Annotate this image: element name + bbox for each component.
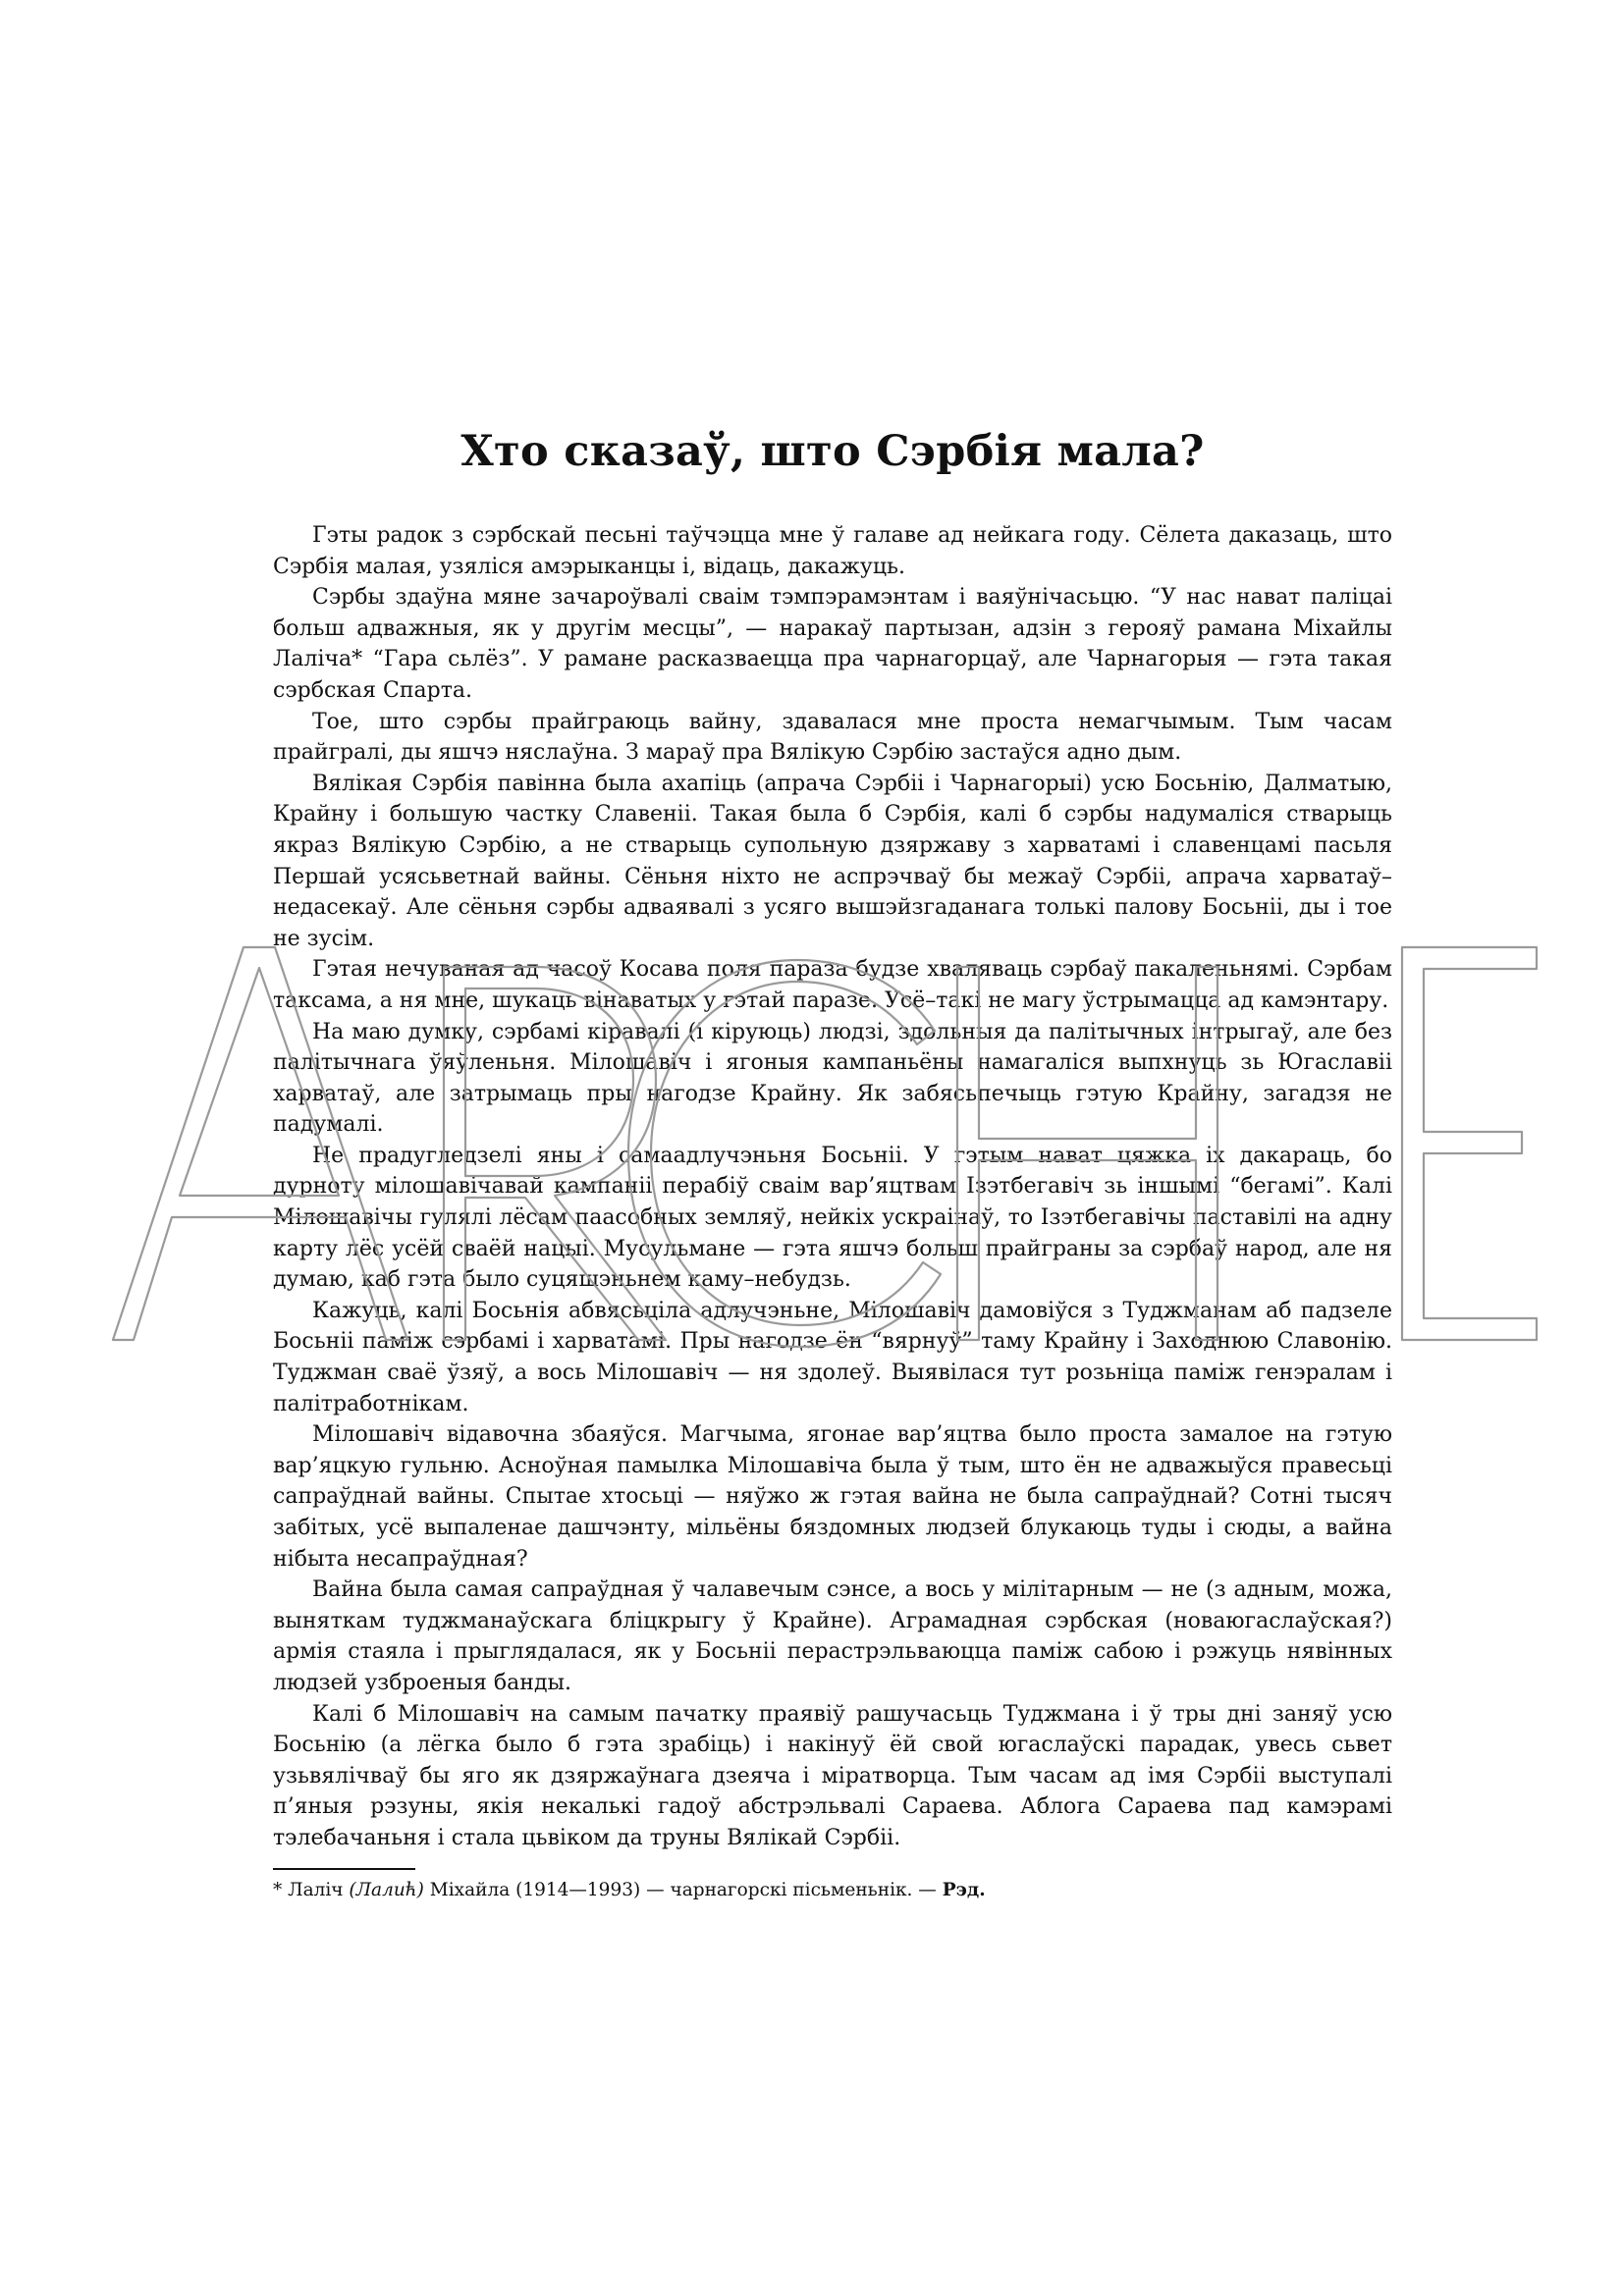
paragraph: Кажуць, калі Босьнія абвясьціла адлучэньне, Мілошавіч дамовіўся з Туджманам аб падзеле Босьніі паміж сэрбамі і харватамі. Пры нагодзе ён “вярнуў” таму Крайну і Заходнюю Славонію. Туджман сваё ўзяў, а вось Мілошавіч — ня здолеў. Выявілася тут розьніца паміж генэралам і палітработнікам. (273, 1298, 1392, 1416)
paragraph: Вялікая Сэрбія павінна была ахапіць (апрача Сэрбіі і Чарнагорыі) усю Босьнію, Далматыю, Крайну і большую частку Славеніі. Такая была б Сэрбія, калі б сэрбы надумаліся стварыць якраз Вялікую Сэрбію, а не стварыць супольную дзяржаву з харватамі і славенцамі пасьля Першай усясьветнай вайны. Сёньня ніхто не аспрэчваў бы межаў Сэрбіі, апрача харватаў–недасекаў. Але сёньня сэрбы адваявалі з усяго вышэйзгаданага толькі палову Босьніі, ды і тое не зусім. (273, 771, 1392, 951)
paragraph: Гэты радок з сэрбскай песьні таўчэцца мне ў галаве ад нейкага году. Сёлета даказаць, што Сэрбія малая, узяліся амэрыканцы і, відаць, дакажуць. (273, 523, 1392, 579)
footnote-divider (273, 1868, 415, 1870)
paragraph: Мілошавіч відавочна збаяўся. Магчыма, ягонае вар’яцтва было проста замалое на гэтую вар’яцкую гульню. Асноўная памылка Мілошавіча была ў тым, што ён не адважыўся правесьці сапраўднай вайны. Спытае хтосьці — няўжо ж гэтая вайна не была сапраўднай? Сотні тысяч забітых, усё выпаленае дашчэнту, мільёны бяздомных людзей блукаюць туды і сюды, а вайна нібыта несапраўдная? (273, 1422, 1392, 1572)
paragraph: Гэтая нечуваная ад часоў Косава поля параза будзе хваляваць сэрбаў пакаленьнямі. Сэрбам таксама, а ня мне, шукаць вінаватых у гэтай паразе. Усё–такі не магу ўстрымацца ад камэнтару. (273, 957, 1392, 1013)
paragraph: Вайна была самая сапраўдная ў чалавечым сэнсе, а вось у мілітарным — не (з адным, можа, выняткам туджманаўскага бліцкрыгу ў Крайне). Аграмадная сэрбская (новаюгаслаўская?) армія стаяла і прыглядалася, як у Босьніі перастрэльваюцца паміж сабою і рэжуць нявінных людзей узброеныя банды. (273, 1577, 1392, 1695)
footnote (273, 1878, 1392, 1903)
footnote-lead: * Лаліч (273, 1879, 350, 1900)
paragraph: Сэрбы здаўна мяне зачароўвалі сваім тэмпэрамэнтам і ваяўнічасьцю. “У нас нават паліцаі больш адважныя, як у другім месцы”, — наракаў партызан, адзін з герояў рамана Міхайлы Лаліча* “Гара сьлёз”. У рамане расказваецца пра чарнагорцаў, але Чарнагорыя — гэта такая сэрбская Спарта. (273, 585, 1392, 703)
paragraph: Не прадугледзелі яны і самаадлучэньня Босьніі. У гэтым нават цяжка іх дакараць, бо дурноту мілошавічавай кампаніі перабіў сваім вар’яцтвам Ізэтбегавіч зь іншымі “бегамі”. Калі Мілошавічы гулялі лёсам паасобных земляў, нейкіх ускраінаў, то Ізэтбегавічы паставілі на адну карту лёс усёй сваёй нацыі. Мусульмане — гэта яшчэ больш прайграны за сэрбаў народ, але ня думаю, каб гэта было суцяшэньнем каму–небудзь. (273, 1143, 1392, 1293)
article-title: Хто сказаў, што Сэрбія мала? (460, 427, 1205, 476)
footnote-editor-mark: Рэд. (942, 1879, 986, 1900)
article-body (273, 520, 1392, 1854)
paragraph: Калі б Мілошавіч на самым пачатку праявіў рашучасьць Туджмана і ў тры дні заняў усю Босьнію (а лёгка было б гэта зрабіць) і накінуў ёй свой югаслаўскі парадак, увесь сьвет узьвялічваў бы яго як дзяржаўнага дзеяча і міратворца. Тым часам ад імя Сэрбіі выступалі п’яныя рэзуны, якія некалькі гадоў абстрэльвалі Сараева. Аблога Сараева пад камэрамі тэлебачаньня і стала цьвіком да труны Вялікай Сэрбіі. (273, 1701, 1392, 1850)
watermark-letter-e (1402, 947, 1537, 1340)
footnote-text: Міхайла (1914—1993) — чарнагорскі пісьменьнік. — (423, 1879, 943, 1900)
paragraph: Тое, што сэрбы прайграюць вайну, здавалася мне проста немагчымым. Тым часам прайгралі, ды яшчэ няслаўна. З мараў пра Вялікую Сэрбію застаўся адно дым. (273, 709, 1392, 766)
article (273, 424, 1392, 1903)
paragraph: На маю думку, сэрбамі кіравалі (і кіруюць) людзі, здольныя да палітычных інтрыгаў, але без палітычнага ўяўленьня. Мілошавіч і ягоныя кампаньёны намагаліся выпхнуць зь Югаславіі харватаў, але затрымаць пры нагодзе Крайну. Як забясьпечыць гэтую Крайну, загадзя не падумалі. (273, 1019, 1392, 1138)
footnote-original-name: (Лалић) (349, 1879, 424, 1900)
